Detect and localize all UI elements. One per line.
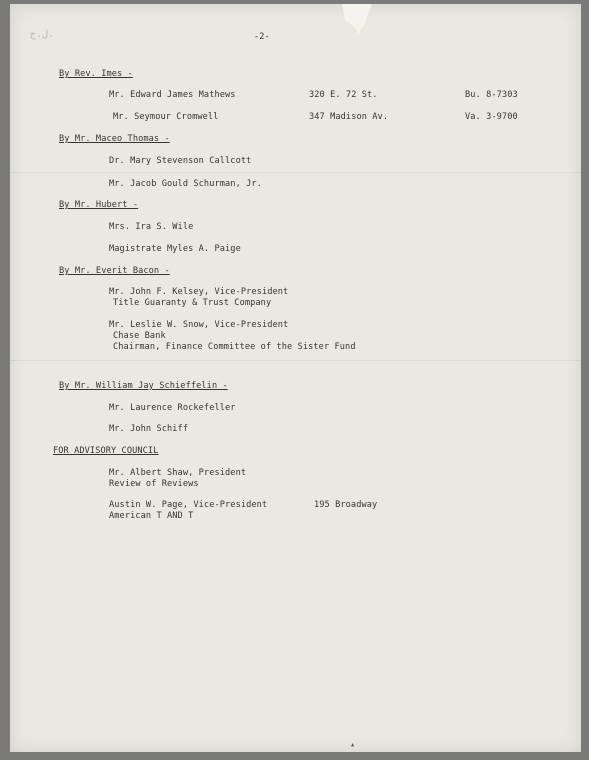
person-name: Mr. Leslie W. Snow, Vice-President xyxy=(109,320,289,330)
person-detail: Review of Reviews xyxy=(109,479,199,489)
person-address: 347 Madison Av. xyxy=(309,112,389,122)
person-address: 320 E. 72 St. xyxy=(309,90,378,100)
person-name: Dr. Mary Stevenson Callcott xyxy=(109,156,252,166)
fold-line xyxy=(10,172,581,173)
person-detail: Chase Bank xyxy=(113,331,166,341)
document-page xyxy=(10,4,581,752)
pencil-mark: ل.ج. xyxy=(30,29,55,40)
referrer-heading: By Rev. Imes - xyxy=(59,69,133,79)
person-name: Mr. Seymour Cromwell xyxy=(113,112,219,122)
person-phone: Bu. 8-7303 xyxy=(465,90,518,100)
referrer-heading: By Mr. William Jay Schieffelin - xyxy=(59,381,228,391)
person-name: Mr. Jacob Gould Schurman, Jr. xyxy=(109,179,262,189)
person-address: 195 Broadway xyxy=(314,500,378,510)
person-name: Mr. John Schiff xyxy=(109,424,189,434)
advisory-heading: FOR ADVISORY COUNCIL xyxy=(53,446,159,456)
person-name: Mr. Albert Shaw, President xyxy=(109,468,247,478)
page-number: -2- xyxy=(254,32,270,42)
referrer-heading: By Mr. Everit Bacon - xyxy=(59,266,170,276)
person-name: Austin W. Page, Vice-President xyxy=(109,500,268,510)
person-name: Magistrate Myles A. Paige xyxy=(109,244,241,254)
person-name: Mr. Laurence Rockefeller xyxy=(109,403,236,413)
person-detail: American T AND T xyxy=(109,511,194,521)
referrer-heading: By Mr. Hubert - xyxy=(59,200,139,210)
torn-corner xyxy=(342,4,372,34)
person-name: Mr. John F. Kelsey, Vice-President xyxy=(109,287,289,297)
fold-line xyxy=(10,360,581,361)
referrer-heading: By Mr. Maceo Thomas - xyxy=(59,134,170,144)
bottom-tick-mark: ▴ xyxy=(350,740,356,750)
person-detail: Title Guaranty & Trust Company xyxy=(113,298,272,308)
person-name: Mrs. Ira S. Wile xyxy=(109,222,194,232)
person-name: Mr. Edward James Mathews xyxy=(109,90,236,100)
person-phone: Va. 3-9700 xyxy=(465,112,518,122)
person-detail: Chairman, Finance Committee of the Sister Fund xyxy=(113,342,356,352)
